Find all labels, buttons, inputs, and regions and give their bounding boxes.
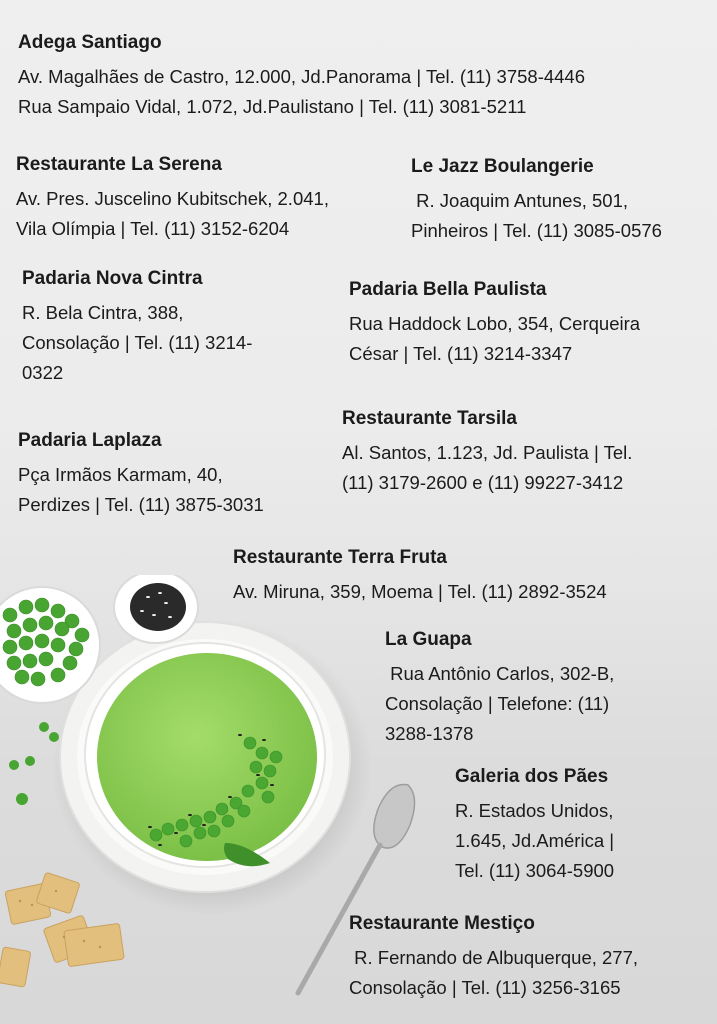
listing-address: 3288-1378 — [385, 723, 474, 744]
listing-restaurante-mestico — [349, 913, 638, 1003]
listing-adega-santiago — [18, 32, 585, 122]
listing-restaurante-terra-fruta — [233, 547, 607, 607]
listing-name: Restaurante Terra Fruta — [233, 547, 447, 568]
listing-le-jazz-boulangerie — [411, 156, 662, 246]
listing-padaria-laplaza — [18, 430, 264, 520]
listing-address: R. Bela Cintra, 388, — [22, 302, 184, 323]
listing-address: Av. Magalhães de Castro, 12.000, Jd.Panorama | Tel. (11) 3758-4446 — [18, 66, 586, 87]
listing-address: R. Fernando de Albuquerque, 277, — [349, 947, 639, 968]
listing-name: La Guapa — [385, 629, 472, 650]
listing-address: Rua Haddock Lobo, 354, Cerqueira — [349, 313, 641, 334]
listing-address: Perdizes | Tel. (11) 3875-3031 — [18, 494, 264, 515]
listing-address: Rua Antônio Carlos, 302-B, — [385, 663, 615, 684]
listing-la-guapa — [385, 629, 614, 749]
listing-name: Padaria Laplaza — [18, 430, 162, 451]
listing-address: 1.645, Jd.América | — [455, 830, 615, 851]
listing-galeria-dos-paes — [455, 766, 614, 886]
listing-restaurante-tarsila — [342, 408, 632, 498]
listing-restaurante-la-serena — [16, 154, 329, 244]
listing-name: Restaurante Tarsila — [342, 408, 517, 429]
listing-name: Galeria dos Pães — [455, 766, 609, 787]
listing-padaria-bella-paulista — [349, 279, 640, 369]
listing-address: Rua Sampaio Vidal, 1.072, Jd.Paulistano | Tel. (11) 3081-5211 — [18, 96, 527, 117]
listing-address: Consolação | Tel. (11) 3256-3165 — [349, 977, 621, 998]
listing-address: César | Tel. (11) 3214-3347 — [349, 343, 573, 364]
listing-address: Pça Irmãos Karmam, 40, — [18, 464, 223, 485]
listing-address: Consolação | Tel. (11) 3214- — [22, 332, 253, 353]
listing-address: Av. Miruna, 359, Moema | Tel. (11) 2892-3524 — [233, 581, 607, 602]
listing-name: Restaurante Mestiço — [349, 913, 535, 934]
listing-address: 0322 — [22, 362, 64, 383]
listing-address: Av. Pres. Juscelino Kubitschek, 2.041, — [16, 188, 329, 209]
listing-address: R. Joaquim Antunes, 501, — [411, 190, 628, 211]
listing-address: Pinheiros | Tel. (11) 3085-0576 — [411, 220, 662, 241]
listing-address: Tel. (11) 3064-5900 — [455, 860, 615, 881]
listing-address: Consolação | Telefone: (11) — [385, 693, 610, 714]
listing-padaria-nova-cintra — [22, 268, 252, 388]
listing-address: Vila Olímpia | Tel. (11) 3152-6204 — [16, 218, 290, 239]
listing-name: Padaria Bella Paulista — [349, 279, 547, 300]
listing-address: Al. Santos, 1.123, Jd. Paulista | Tel. — [342, 442, 633, 463]
listing-name: Restaurante La Serena — [16, 154, 222, 175]
listing-name: Adega Santiago — [18, 32, 162, 53]
listing-address: (11) 3179-2600 e (11) 99227-3412 — [342, 472, 624, 493]
listing-name: Le Jazz Boulangerie — [411, 156, 594, 177]
listing-address: R. Estados Unidos, — [455, 800, 614, 821]
listing-name: Padaria Nova Cintra — [22, 268, 203, 289]
